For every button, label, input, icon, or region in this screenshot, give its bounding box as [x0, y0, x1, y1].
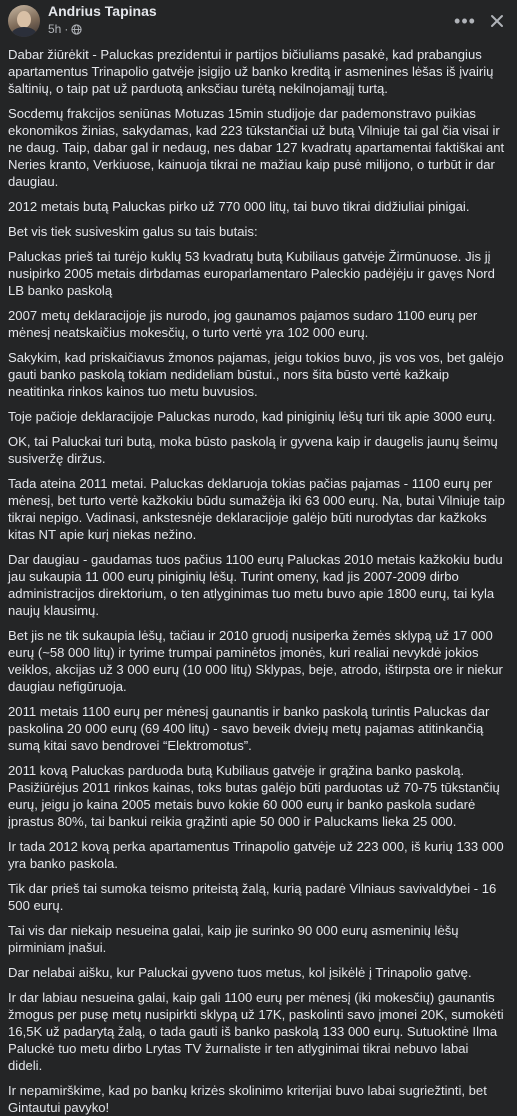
post-paragraph: Dar daugiau - gaudamas tuos pačius 1100 eurų Paluckas 2010 metais kažkokiu budu jau sukaupia 11 000 eurų piniginių lėšų. Turint omeny, kad jis 2007-2009 dirbo administracijos direktorium, o ten atlyginimas tuo metu buvo apie 1800 eurų, tai kyla naujų klausimų.: [8, 552, 503, 618]
more-horizontal-icon: •••: [454, 10, 476, 31]
post-paragraph: Socdemų frakcijos seniūnas Motuzas 15min studijoje dar pademonstravo puikias ekonomikos žinias, sakydamas, kad 223 tūkstančiai už butą Vilniuje tai gal čia visai ir ne daug. Taip, dabar gal ir nedaug, nes dabar 127 kvadratų apartamentai faktiškai ant Neries kranto, Verkiuose, kainuoja tikrai ne mažiau kaip pusė milijono, o turbūt ir dar daugiau.: [8, 106, 505, 189]
post-paragraph: Tada ateina 2011 metai. Paluckas deklaruoja tokias pačias pajamas - 1100 eurų per mėnesį, bet turto vertė kažkokiu būdu sumažėja iki 63 000 eurų. Na, butai Vilniuje taip tikrai nepigo. Vadinasi, ankstesnėje deklaracijoje galėjo būti nurodytas dar kažkoks kitas NT apie kurį niekas nežino.: [8, 476, 505, 542]
post-body: [0, 40, 517, 1116]
post-paragraph: 2007 metų deklaracijoje jis nurodo, jog gaunamos pajamos sudaro 1100 eurų per mėnesį neatskaičius mokesčių, o turto vertė yra 102 000 eurų.: [8, 308, 478, 340]
close-button[interactable]: [482, 6, 512, 36]
post-header: [0, 0, 517, 40]
avatar[interactable]: [8, 5, 40, 37]
more-options-button[interactable]: [450, 6, 480, 36]
post-paragraph: Ir dar labiau nesueina galai, kaip gali 1100 eurų per mėnesį (iki mokesčių) gaunantis žmogus per pusę metų nusipirkti sklypą už 17K, paskolinti savo įmonei 20K, sumokėti 16,5K už padarytą žalą, o tada gauti iš banko paskolą 133 000 eurų. Sutuoktinė Ilma Paluckė tuo metu dirbo Lrytas TV žurnaliste ir ten atlyginimai tikrai nebuvo labai dideli.: [8, 990, 504, 1073]
avatar-shoulders: [11, 27, 37, 37]
post-paragraph: Sakykim, kad priskaičiavus žmonos pajamas, jeigu tokios buvo, jis vos vos, bet galėjo gauti banko paskolą tokiam nedideliam būstui., nors šita būsto vertė kažkaip neatitinka rinkos kainos tuo metu buvusios.: [8, 350, 504, 399]
post-paragraph: 2012 metais butą Paluckas pirko už 770 000 litų, tai buvo tikrai didžiuliai pinigai.: [8, 199, 470, 214]
avatar-face: [17, 11, 31, 28]
post-paragraph: Paluckas prieš tai turėjo kuklų 53 kvadratų butą Kubiliaus gatvėje Žirmūnuose. Jis jį nusipirko 2005 metais dirbdamas europarlamentaro Paleckio padėjėju ir gavęs Nord LB banko paskolą: [8, 249, 495, 298]
meta-separator: ·: [64, 22, 69, 36]
post-paragraph: Bet jis ne tik sukaupia lėšų, tačiau ir 2010 gruodį nusiperka žemės sklypą už 17 000 eurų (~58 000 litų) ir tyrime trumpai paminėtos įmonės, kuri realiai nevykdė jokios veiklos, akcijas už 3 000 eurų (10 000 litų) Sklypas, beje, atrodo, ištirpsta ore ir niekur daugiau nefigūruoja.: [8, 628, 503, 694]
post-paragraph: 2011 metais 1100 eurų per mėnesį gaunantis ir banko paskolą turintis Paluckas dar paskolina 20 000 eurų (69 400 litų) - savo beveik dviejų metų pajamas atitinkančią sumą kitai savo bendrovei “Elektromotus”.: [8, 704, 490, 753]
globe-icon: [71, 24, 82, 35]
post-paragraph: Ir nepamirškime, kad po bankų krizės skolinimo kriterijai buvo labai sugriežtinti, bet Gintautui pavyko!: [8, 1083, 487, 1115]
post-paragraph: 2011 kovą Paluckas parduoda butą Kubiliaus gatvėje ir grąžina banko paskolą. Pasižiūrėjus 2011 rinkos kainas, toks butas galėjo būti parduotas už 70-75 tūkstančių eurų, jeigu jo kaina 2005 metais buvo kokie 60 000 eurų ir banko paskola sudarė įprastus 80%, tai bankui reikia grąžinti apie 50 000 ir Paluckams lieka 25 000.: [8, 763, 500, 829]
post-paragraph: Tik dar prieš tai sumoka teismo priteistą žalą, kurią padarė Vilniaus savivaldybei - 16 500 eurų.: [8, 881, 497, 913]
post-paragraph: Ir tada 2012 kovą perka apartamentus Trinapolio gatvėje už 223 000, iš kurių 133 000 yra banko paskola.: [8, 839, 504, 871]
post-meta: [48, 22, 82, 36]
post-paragraph: Toje pačioje deklaracijoje Paluckas nurodo, kad piniginių lėšų turi tik apie 3000 eurų.: [8, 409, 496, 424]
post-paragraph: Tai vis dar niekaip nesueina galai, kaip jie surinko 90 000 eurų asmeninių lėšų pirminiam įnašui.: [8, 923, 459, 955]
post-paragraph: Dar nelabai aišku, kur Paluckai gyveno tuos metus, kol įsikėlė į Trinapolio gatvę.: [8, 965, 472, 980]
author-name[interactable]: Andrius Tapinas: [48, 3, 157, 19]
close-icon: [489, 13, 505, 29]
post-time[interactable]: 5h: [48, 22, 62, 36]
post-paragraph: Dabar žiūrėkit - Paluckas prezidentui ir partijos bičiuliams pasakė, kad prabangius apartamentus Trinapolio gatvėje įsigijo už banko kreditą ir asmenines lėšas iš įvairių šaltinių, o taip pat už parduotą anksčiau turėtą nekilnojamąjį turtą.: [8, 47, 494, 96]
post-paragraph: OK, tai Paluckai turi butą, moka būsto paskolą ir gyvena kaip ir daugelis jaunų šeimų susiveržę diržus.: [8, 434, 498, 466]
post-paragraph: Bet vis tiek susiveskim galus su tais butais:: [8, 224, 258, 239]
